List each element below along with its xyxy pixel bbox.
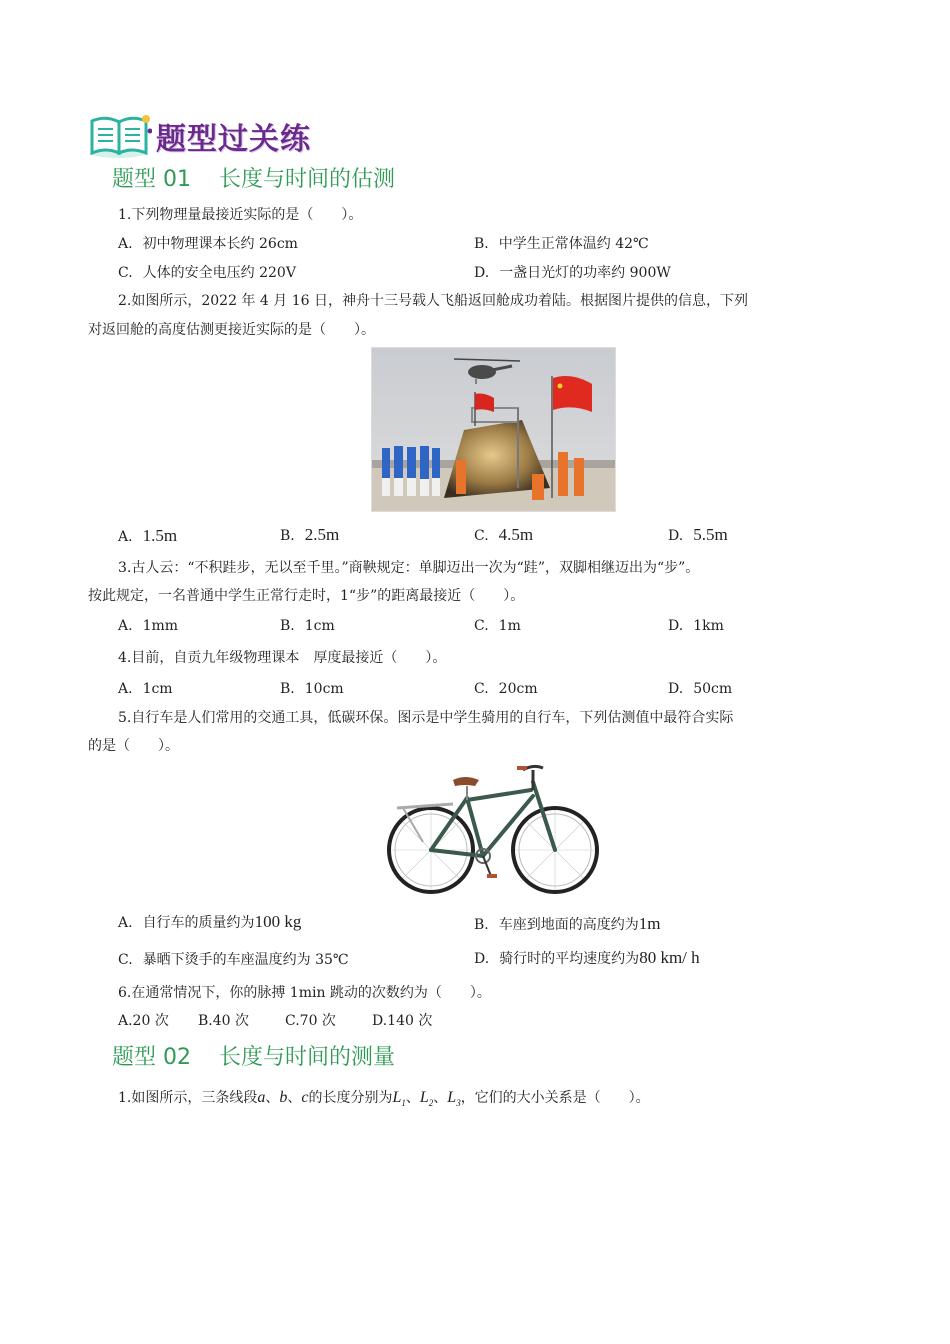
section-name: 长度与时间的测量 (219, 1045, 396, 1070)
option-text: 1cm (304, 618, 335, 634)
q4-option-b (280, 679, 344, 699)
q2-option-b (280, 525, 339, 546)
q2-stem-line1: 2.如图所示，2022 年 4 月 16 日，神舟十三号载人飞船返回舱成功着陆。根据图片提供的信息，下列 (118, 293, 748, 309)
section-name: 长度与时间的估测 (219, 167, 396, 192)
option-text: 10cm (304, 681, 344, 697)
option-text: 1cm (142, 681, 173, 697)
option-text: 自行车的质量约为 (142, 915, 255, 931)
q6-stem: 6.在通常情况下，你的脉搏 1min 跳动的次数约为（ ）。 (118, 985, 491, 1001)
q6-option-b: B.40 次 (198, 1013, 250, 1029)
option-label: A. (118, 681, 133, 697)
s2-q1-stem (118, 1088, 650, 1113)
option-label: C. (474, 528, 489, 544)
separator: 、 (265, 1090, 280, 1106)
var-c: c (301, 1089, 309, 1106)
option-text: 骑行时的平均速度约为 (499, 951, 640, 967)
option-label: B. (280, 528, 295, 544)
stem-suffix: ，它们的大小关系是（ ）。 (460, 1090, 650, 1106)
capsule-scene-illustration (372, 348, 615, 511)
option-label: B. (280, 681, 295, 697)
q4-option-d (668, 679, 732, 699)
q1-option-d (474, 263, 671, 283)
q5-stem-line1: 5.自行车是人们常用的交通工具，低碳环保。图示是中学生骑用的自行车，下列估测值中最符合实际 (118, 710, 734, 726)
separator: 、 (287, 1090, 302, 1106)
q5-option-c (118, 950, 349, 970)
length-l2: $L_2$ (419, 1089, 434, 1109)
option-label: D. (474, 951, 490, 967)
option-label: C. (474, 681, 489, 697)
q3-stem-line1: 3.古人云：“不积跬步，无以至千里。”商鞅规定：单脚迈出一次为“跬”，双脚相继迈出为“步”。 (118, 560, 700, 576)
q5-stem-line2: 的是（ ）。 (88, 738, 179, 754)
option-text: 4.5m (498, 525, 534, 544)
option-text: 人体的安全电压约 220V (142, 265, 296, 281)
option-text: 1mm (142, 618, 179, 634)
open-book-icon (88, 113, 152, 159)
separator: 、 (433, 1090, 448, 1106)
q6-option-d: D.140 次 (372, 1013, 433, 1029)
option-label: A. (118, 236, 133, 252)
option-text: 1.5m (142, 526, 178, 545)
q3-option-c (474, 616, 521, 636)
option-label: C. (474, 618, 489, 634)
section-code: 题型 01 (112, 167, 191, 192)
option-label: A. (118, 618, 133, 634)
q3-option-d (668, 616, 724, 636)
q5-option-a (118, 912, 301, 933)
q6-option-c: C.70 次 (285, 1013, 336, 1029)
var-a: a (257, 1089, 266, 1106)
option-value: 100 kg (254, 912, 302, 931)
q3-option-a (118, 616, 178, 636)
q4-stem: 4.目前，自贡九年级物理课本 厚度最接近（ ）。 (118, 650, 447, 666)
option-label: D. (474, 265, 490, 281)
option-text: 1m (498, 618, 521, 634)
option-label: A. (118, 915, 133, 931)
q4-option-a (118, 679, 173, 699)
var-b: b (279, 1089, 288, 1106)
option-text: 1km (693, 618, 724, 634)
q2-option-d (668, 525, 728, 546)
banner-title: 题型过关练 (156, 122, 311, 157)
option-label: B. (474, 917, 489, 933)
option-text: 50cm (693, 681, 733, 697)
option-label: B. (474, 236, 489, 252)
section-heading-02 (112, 1040, 395, 1071)
option-label: D. (668, 528, 684, 544)
q2-option-c (474, 525, 533, 546)
option-text: 中学生正常体温约 42℃ (498, 236, 649, 252)
option-label: D. (668, 681, 684, 697)
q4-option-c (474, 679, 538, 699)
section-code: 题型 02 (112, 1045, 191, 1070)
q5-option-d (474, 948, 700, 969)
option-label: C. (118, 265, 133, 281)
q1-stem: 1.下列物理量最接近实际的是（ ）。 (118, 207, 363, 223)
option-label: A. (118, 529, 133, 545)
q1-option-c (118, 263, 296, 283)
option-text: 暴晒下烫手的车座温度约为 35℃ (142, 952, 349, 968)
option-text: 车座到地面的高度约为 (498, 917, 639, 933)
bicycle-illustration (383, 760, 601, 900)
option-value: 80 km/ h (639, 948, 700, 967)
option-label: C. (118, 952, 133, 968)
option-text: 一盏日光灯的功率约 900W (499, 265, 671, 281)
q2-stem-line2: 对返回舱的高度估测更接近实际的是（ ）。 (88, 322, 375, 338)
q3-stem-line2: 按此规定，一名普通中学生正常行走时，1“步”的距离最接近（ ）。 (88, 588, 525, 604)
banner (88, 112, 311, 160)
section-heading-01 (112, 162, 395, 193)
landing-capsule-photo (371, 347, 616, 512)
q2-option-a (118, 526, 177, 547)
option-text: 20cm (498, 681, 538, 697)
option-value: 1m (638, 914, 661, 933)
q5-option-b (474, 914, 660, 935)
option-label: D. (668, 618, 684, 634)
q6-option-a: A.20 次 (118, 1013, 169, 1029)
length-l1: $L_1$ (392, 1089, 406, 1109)
q1-option-a (118, 234, 298, 254)
length-l3: $L_3$ (447, 1089, 461, 1109)
q1-option-b (474, 234, 649, 254)
option-label: B. (280, 618, 295, 634)
option-text: 2.5m (304, 525, 340, 544)
q3-option-b (280, 616, 335, 636)
option-text: 5.5m (693, 525, 728, 544)
stem-prefix: 1.如图所示，三条线段 (118, 1090, 258, 1106)
separator: 、 (405, 1090, 420, 1106)
stem-mid: 的长度分别为 (308, 1090, 393, 1106)
option-text: 初中物理课本长约 26cm (142, 236, 298, 252)
